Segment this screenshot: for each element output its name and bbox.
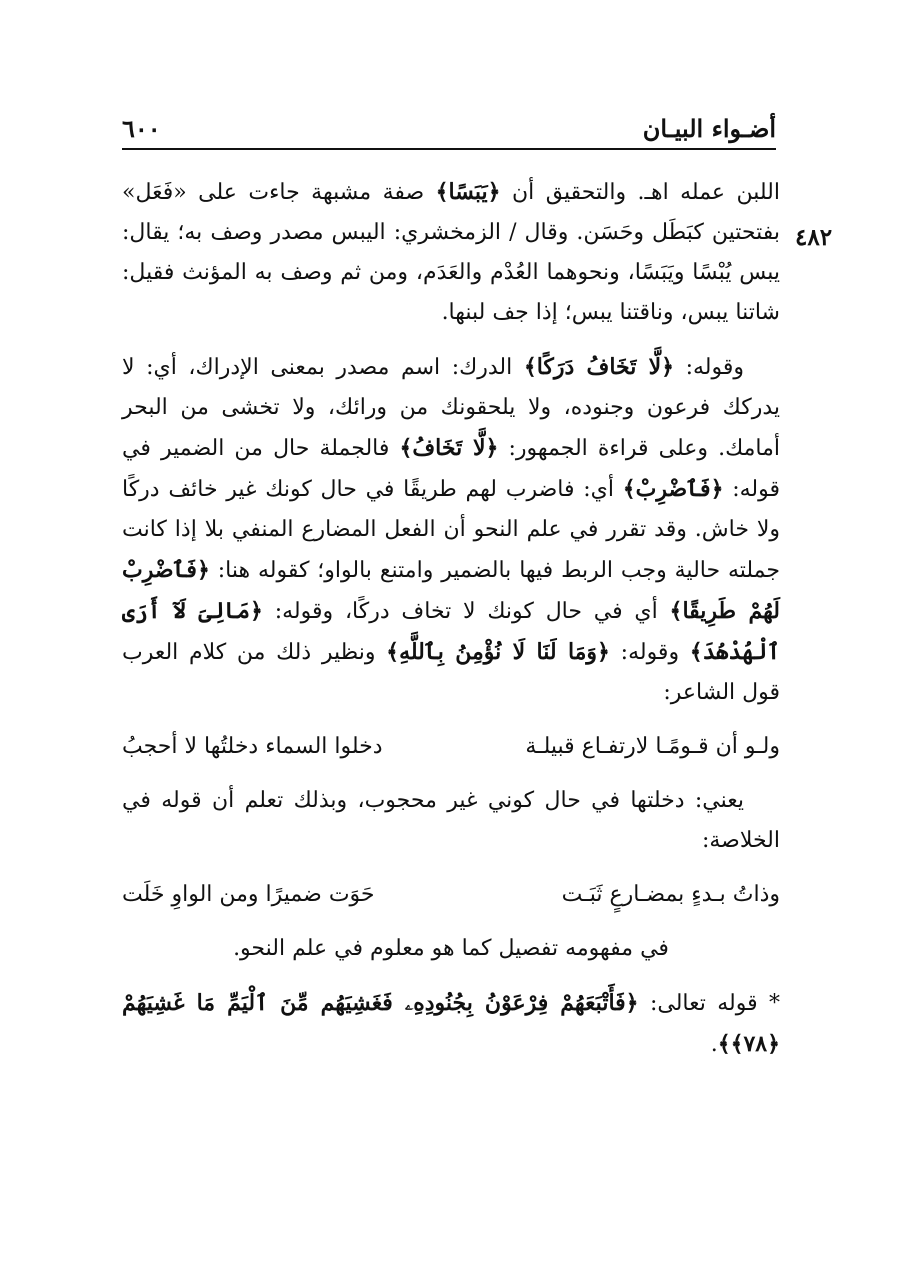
quran-quote-fa-atbaahum: ﴿فَأَتْبَعَهُمْ فِرْعَوْنُ بِجُنُودِهِۦ فَغَشِيَهُم مِّنَ ٱلْيَمِّ مَا غَشِيَهُمْ ﴿٧٨﴾﴾ (122, 990, 780, 1057)
paragraph-2 (122, 347, 780, 713)
paragraph-2-text-k: وقوله: (609, 640, 690, 665)
paragraph-1-text-c: صفة مشبهة جاءت على «فَعَل» بفتحتين كبَطَل وحَسَن. وقال / الزمخشري: اليبس مصدر وصف به؛ يقال: يبس يُبْسًا ويَبَسًا، ونحوهما العُدْم والعَدَم، ومن ثم وصف به المؤنث فقيل: شاتنا يبس، وناقتنا يبس؛ إذا جف لبنها. (122, 180, 780, 325)
poem-verse-1 (122, 727, 780, 767)
paragraph-1-text-a: اللبن عمله اهـ. والتحقيق أن (500, 180, 780, 205)
paragraph-2-text-e: فالجملة حال من الضمير في قوله: (122, 436, 780, 502)
book-title: أضـواء البيـان (642, 114, 776, 143)
quran-quote-wa-ma-lana: ﴿وَمَا لَنَا لَا نُؤْمِنُ بِٱللَّهِ﴾ (386, 639, 610, 665)
poem-verse-2 (122, 875, 780, 915)
paragraph-2-text-a: وقوله: (674, 355, 745, 380)
page-number: ٦٠٠ (122, 114, 161, 143)
paragraph-1 (122, 172, 780, 333)
paragraph-4: في مفهومه تفصيل كما هو معلوم في علم النحو. (233, 936, 669, 961)
poem-2-first-hemistich: وذاتُ بـدءٍ بمضـارعٍ ثَبَـت (561, 882, 780, 907)
page-body (122, 172, 780, 1079)
quran-quote-fadrib: ﴿فَٱضْرِبْ﴾ (622, 476, 724, 502)
quran-quote-hudhud: ﴿مَالِىَ لَآ أَرَى ٱلْهُدْهُدَ﴾ (122, 598, 781, 665)
paragraph-2-text-m: ونظير ذلك من كلام العرب قول الشاعر: (122, 640, 780, 705)
margin-reference-number: ٤٨٢ (795, 224, 833, 251)
quran-quote-la-takhafu-darakan: ﴿لَّا تَخَافُ دَرَكًا﴾ (523, 354, 675, 380)
paragraph-3: يعني: دخلتها في حال كوني غير محجوب، وبذلك تعلم أن قوله في الخلاصة: (122, 788, 780, 853)
paragraph-2-text-c: الدرك: اسم مصدر بمعنى الإدراك، أي: لا يدركك فرعون وجنوده، ولا يلحقونك من ورائك، ولا تخشى من البحر أمامك. وعلى قراءة الجمهور: (122, 355, 780, 461)
paragraph-2-text-g: أي: فاضرب لهم طريقًا في حال كونك غير خائف دركًا ولا خاش. وقد تقرر في علم النحو أن الفعل المضارع المنفي بلا إذا كانت جملته حالية وجب الربط فيها بالضمير وامتنع بالواو؛ كقوله هنا: (122, 477, 780, 583)
quran-quote-la-takhafu: ﴿لَّا تَخَافُ﴾ (399, 435, 499, 461)
page-header (122, 100, 776, 150)
verse-heading-label: * قوله تعالى: (638, 991, 780, 1016)
poem-1-second-hemistich: دخلوا السماء دخلتُها لا أحجبُ (122, 734, 383, 759)
verse-heading (122, 983, 780, 1065)
quran-quote-fadrib-lahum-tariqan: ﴿فَٱضْرِبْ لَهُمْ طَرِيقًا﴾ (122, 557, 780, 624)
poem-2-second-hemistich: حَوَت ضميرًا ومن الواوِ خَلَت (122, 882, 375, 907)
paragraph-2-text-i: أي في حال كونك لا تخاف دركًا، وقوله: (262, 599, 670, 624)
poem-1-first-hemistich: ولـو أن قـومًـا لارتفـاع قبيلـة (525, 734, 780, 759)
quran-quote-yabasan: ﴿يَبَسًا﴾ (435, 179, 501, 205)
verse-heading-end: . (710, 1032, 718, 1057)
